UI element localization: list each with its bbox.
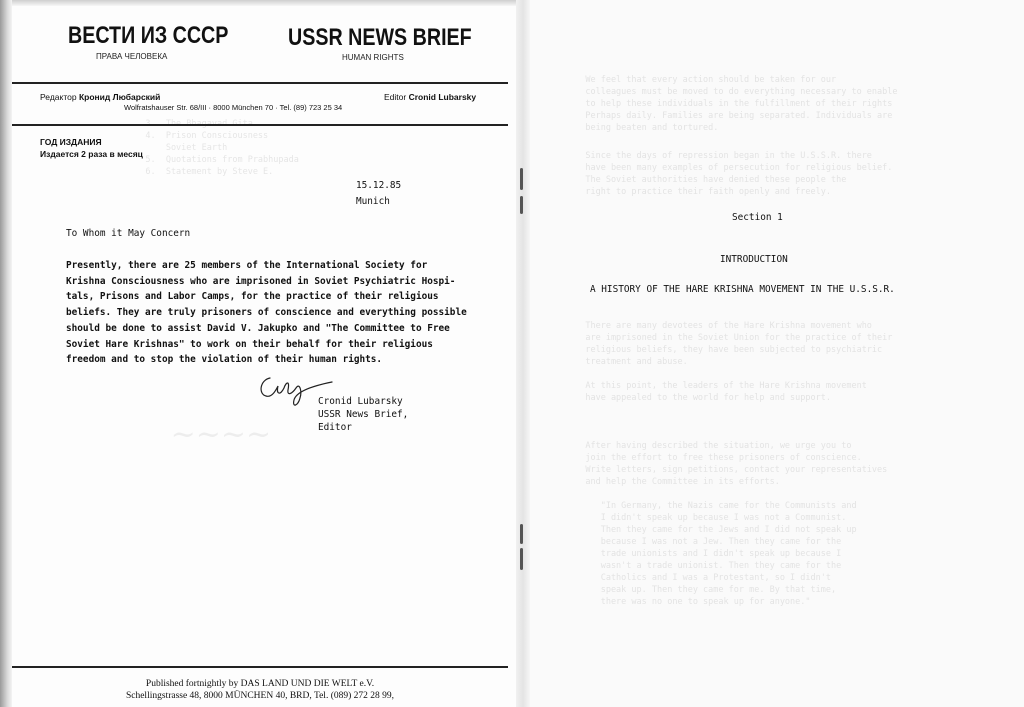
staple (520, 524, 523, 544)
bleed-through-text: Since the days of repression began in the U.S.S.R. there have been many examples of persecution for religious belief. The Soviet authorities have denied these people the right to practice their faith openly and freely. (585, 151, 893, 197)
bleed-through-signature: ~~~~ (142, 417, 272, 452)
footer-address: Schellingstrasse 48, 8000 MÜNCHEN 40, BRD, Tel. (089) 272 28 99, (125, 691, 395, 701)
editor-en (384, 92, 476, 102)
letter-body-line: Krishna Consciousness who are imprisoned in Soviet Psychiatric Hospi- (66, 275, 456, 287)
history-title: A HISTORY OF THE HARE KRISHNA MOVEMENT IN THE U.S.S.R. (590, 284, 895, 295)
editor-address: Wolfratshauser Str. 68/III · 8000 München 70 · Tel. (89) 723 25 34 (124, 103, 343, 112)
signer-organization: USSR News Brief, (318, 408, 409, 420)
letter-body-line: tals, Prisons and Labor Camps, for the practice of their religious (66, 291, 439, 303)
editor-name-en: Cronid Lubarsky (408, 92, 477, 102)
bleed-through-text: There are many devotees of the Hare Krishna movement who are imprisoned in the Soviet Union for the practice of their religious beliefs, they have been subjected to psychiatric treatment and abuse. At this point, the leaders of the Hare Krishna movement have appealed to the world for help and support. (585, 321, 893, 403)
letter-body-line: freedom and to stop the violation of their human rights. (66, 354, 383, 366)
letter-page (12, 0, 520, 707)
publication-year-label: ГОД ИЗДАНИЯ (40, 137, 102, 147)
introduction-heading: INTRODUCTION (720, 254, 788, 265)
header-rule-bottom (12, 124, 508, 126)
letter-body-line: Soviet Hare Krishnas" to work on their behalf for their religious (66, 338, 433, 350)
signature-block (318, 396, 408, 434)
letter-body-line: Presently, there are 25 members of the International Society for (66, 260, 428, 271)
footer-rule (12, 666, 508, 668)
footer-publisher: Published fortnightly by DAS LAND UND DIE WELT e.V. (145, 679, 375, 689)
staple (520, 168, 523, 190)
letterhead-title-ru: ВЕСТИ ИЗ СССР (68, 22, 229, 49)
letterhead-title-en: USSR NEWS BRIEF (288, 24, 472, 51)
letterhead-subtitle-en: HUMAN RIGHTS (342, 53, 404, 62)
header-rule-top (12, 82, 508, 84)
publication-frequency: Издается 2 раза в месяц (40, 149, 143, 159)
page-top-shadow (12, 0, 520, 6)
book-gutter (516, 0, 530, 707)
staple (520, 548, 523, 570)
letter-body-line: beliefs. They are truly prisoners of conscience and everything possible (66, 307, 467, 319)
signer-title: Editor (318, 421, 352, 433)
bleed-through-text: After having described the situation, we urge you to join the effort to free these prisoners of conscience. Write letters, sign petitions, contact your representatives and help the Committee in its efforts. "In Germany, the Nazis came for the Communists and I didn't speak up because I was not a Communist. Then they came for the Jews and I did not speak up because I was not a Jew. Then they came for the trade unionists and I didn't speak up because I wasn't a trade unionist. Then they came for the Catholics and I was a Protestant, so I didn't speak up. Then they came for me. By that time, there was no one to speak up for anyone." (585, 441, 888, 607)
section-number: Section 1 (732, 212, 783, 223)
letterhead-subtitle-ru: ПРАВА ЧЕЛОВЕКА (96, 52, 168, 61)
editor-name-ru: Кронид Любарский (78, 92, 161, 102)
letter-salutation: To Whom it May Concern (66, 228, 191, 239)
scan-edge-shadow (0, 0, 12, 707)
signer-name: Cronid Lubarsky (318, 396, 403, 407)
bleed-through-text: We feel that every action should be taken for our colleagues must be moved to do everything necessary to enable to help these individuals in the fulfillment of their rights Perhaps daily. Families are being separated. Individuals are being beaten and tortured. (585, 75, 898, 133)
letter-date: 15.12.85 (356, 180, 402, 191)
bleed-through-text: 4. Prison Consciousness Soviet Earth 5. Quotations from Prabhupada 6. Statement by Steve E. (145, 131, 299, 177)
letter-body-line: should be done to assist David V. Jakupko and "The Committee to Free (66, 322, 450, 334)
staple (520, 196, 523, 214)
section-page (530, 0, 1024, 707)
letter-city: Munich (356, 196, 390, 207)
editor-label-ru: Редактор (40, 92, 77, 102)
editor-label-en: Editor (384, 92, 407, 102)
editor-ru (40, 92, 160, 102)
letter-body (66, 258, 467, 368)
